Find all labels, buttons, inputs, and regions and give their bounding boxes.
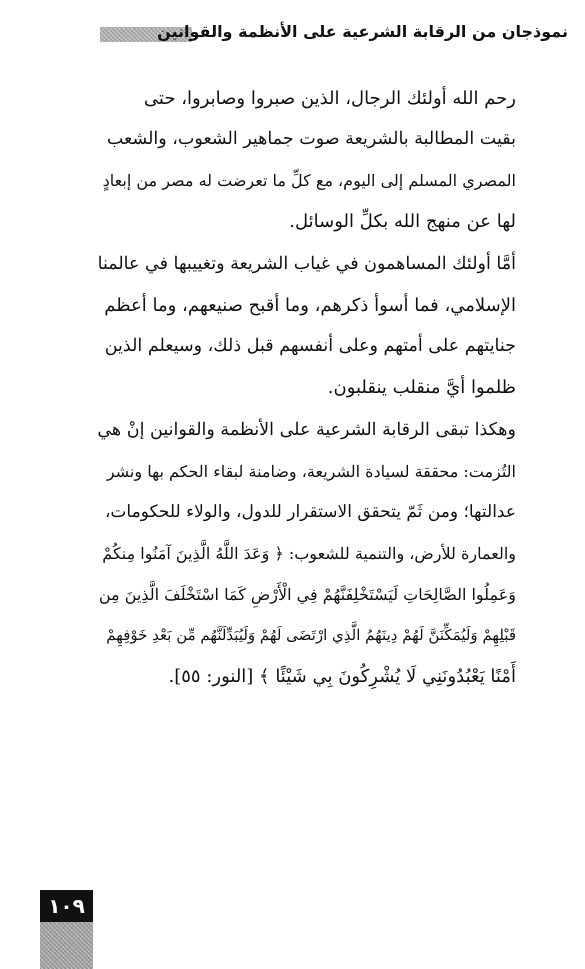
running-header-title: نموذجان من الرقابة الشرعية على الأنظمة والقوانين xyxy=(157,22,568,41)
page-number: ١٠٩ xyxy=(40,890,93,922)
paragraph-line: عدالتها؛ ومن ثَمّ يتحقق الاستقرار للدول، والولاء للحكومات، xyxy=(104,502,516,522)
paragraph-line: لها عن منهج الله بكلِّ الوسائل. xyxy=(289,211,516,232)
paragraph-line: بقيت المطالبة بالشريعة صوت جماهير الشعوب، والشعب xyxy=(106,129,516,149)
paragraph-3 xyxy=(96,410,516,697)
paragraph-2 xyxy=(96,244,516,408)
paragraph-line: الإسلامي، فما أسوأ ذكرهم، وما أقبح صنيعهم، وما أعظم xyxy=(104,295,516,316)
paragraph-line: جنايتهم على أمتهم وعلى أنفسهم قبل ذلك، وسيعلم الذين xyxy=(104,336,516,356)
quran-verse-line: أَمْنًا يَعْبُدُونَنِي لَا يُشْرِكُونَ بِي شَيْئًا ﴾ [النور: ٥٥]. xyxy=(168,666,516,687)
paragraph-line: وهكذا تبقى الرقابة الشرعية على الأنظمة والقوانين إنْ هي xyxy=(97,420,516,440)
paragraph-1 xyxy=(96,78,516,242)
running-header xyxy=(100,18,568,52)
paragraph-line: والعمارة للأرض، والتنمية للشعوب: ﴿ وَعَدَ اللَّهُ الَّذِينَ آمَنُوا مِنكُمْ xyxy=(102,544,516,563)
quran-verse-line: وَعَمِلُوا الصَّالِحَاتِ لَيَسْتَخْلِفَنَّهُمْ فِي الْأَرْضِ كَمَا اسْتَخْلَفَ الَّذِينَ مِن xyxy=(98,585,516,604)
quran-verse-line: قَبْلِهِمْ وَلَيُمَكِّنَنَّ لَهُمْ دِينَهُمُ الَّذِي ارْتَضَى لَهُمْ وَلَيُبَدِّلَنَّهُم مِّن بَعْدِ خَوْفِهِمْ xyxy=(106,626,516,644)
paragraph-line: رحم الله أولئك الرجال، الذين صبروا وصابروا، حتى xyxy=(143,88,516,109)
paragraph-line: ظلموا أيَّ منقلب ينقلبون. xyxy=(327,377,516,398)
paragraph-line: المصري المسلم إلى اليوم، مع كلِّ ما تعرضت له مصر من إبعادٍ xyxy=(102,171,516,190)
page-tab-decoration xyxy=(40,922,93,969)
paragraph-line: أمَّا أولئك المساهمون في غياب الشريعة وتغييبها في عالمنا xyxy=(97,254,516,274)
page-number-box xyxy=(40,890,93,969)
paragraph-line: التُزمت: محققة لسيادة الشريعة، وضامنة لبقاء الحكم بها ونشر xyxy=(106,462,516,481)
